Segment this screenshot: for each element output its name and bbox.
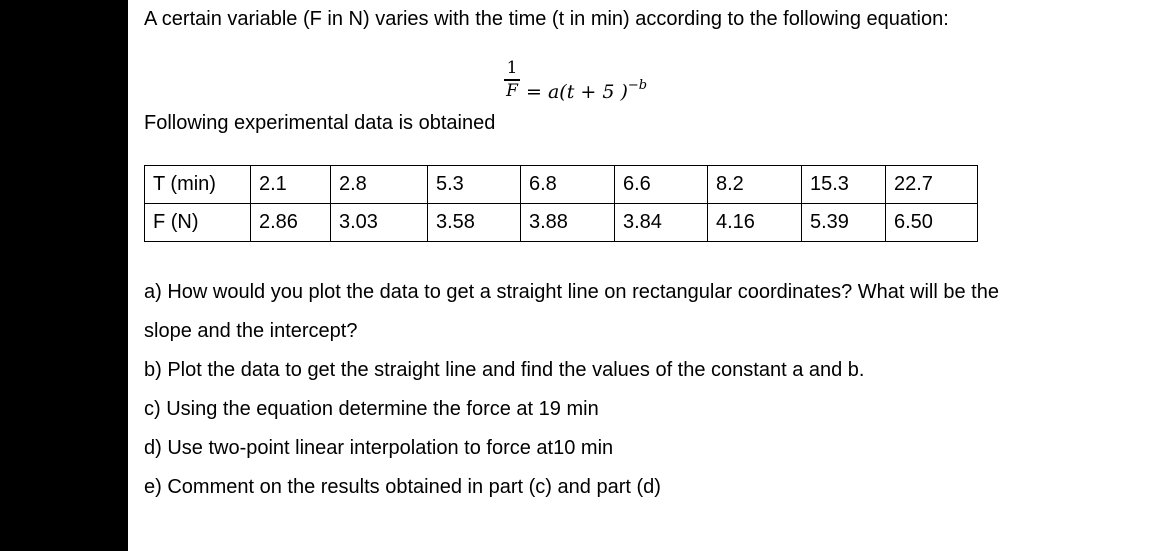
equation-numerator: 1 (506, 58, 518, 78)
table-cell: 3.03 (331, 204, 428, 242)
row-header-force: F (N) (145, 204, 251, 242)
table-cell: 2.1 (251, 166, 331, 204)
table-cell: 15.3 (802, 166, 886, 204)
table-cell: 5.3 (428, 166, 521, 204)
table-cell: 6.8 (521, 166, 615, 204)
data-intro-text: Following experimental data is obtained (144, 112, 496, 134)
data-table (144, 165, 978, 242)
equation-rhs-expression: = a(t + 5 ) (526, 81, 628, 103)
table-cell: 4.16 (708, 204, 802, 242)
table-cell: 6.6 (615, 166, 708, 204)
row-header-time: T (min) (145, 166, 251, 204)
table-cell: 3.88 (521, 204, 615, 242)
table-cell: 3.84 (615, 204, 708, 242)
question-b: b) Plot the data to get the straight line and find the values of the constant a and b. (144, 359, 865, 381)
question-c: c) Using the equation determine the force at 19 min (144, 398, 599, 420)
question-e: e) Comment on the results obtained in part (c) and part (d) (144, 476, 661, 498)
question-d: d) Use two-point linear interpolation to force at10 min (144, 437, 614, 459)
table-cell: 2.8 (331, 166, 428, 204)
table-cell: 8.2 (708, 166, 802, 204)
table-cell: 5.39 (802, 204, 886, 242)
table-row-force (145, 204, 978, 242)
question-a: a) How would you plot the data to get a straight line on rectangular coordinates? What will be the slope and the intercept? (144, 281, 999, 342)
table-cell: 6.50 (886, 204, 978, 242)
equation-rhs (526, 74, 647, 104)
equation-fraction (504, 58, 520, 100)
question-list (144, 273, 1024, 507)
equation-exponent: −b (627, 78, 648, 93)
table-cell: 22.7 (886, 166, 978, 204)
equation-denominator: F (506, 80, 518, 101)
table-cell: 2.86 (251, 204, 331, 242)
table-cell: 3.58 (428, 204, 521, 242)
document-page (128, 0, 1170, 551)
problem-intro: A certain variable (F in N) varies with the time (t in min) according to the following equation: (144, 8, 949, 30)
table-row-time (145, 166, 978, 204)
